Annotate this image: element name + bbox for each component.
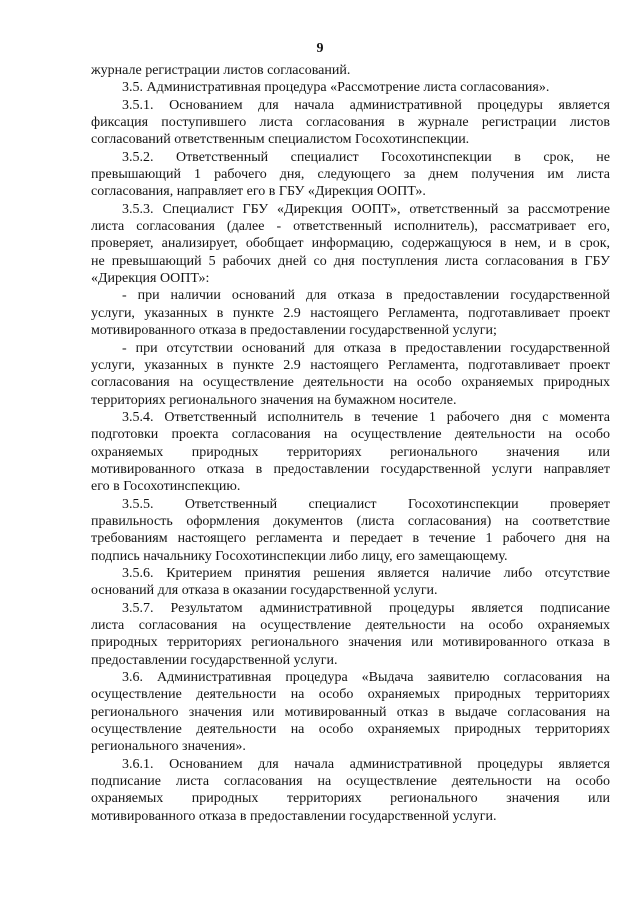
section-heading-3-5 (91, 79, 610, 96)
text-line: не превышающий 5 рабочих дней со дня поступления листа согласования в ГБУ (91, 253, 610, 269)
text-line: 3.6.1. Основанием для начала административной процедуры является (122, 756, 610, 772)
text-line: требованиям настоящего регламента и передает в течение 1 рабочего дня на (91, 531, 610, 547)
page-number: 9 (316, 41, 324, 56)
text-line: предоставлении государственной услуги. (91, 652, 338, 668)
text-line: журнале регистрации листов согласований. (91, 63, 351, 78)
text-line: проверяет, анализирует, обобщает информацию, содержащуюся в нем, и в срок, (91, 236, 610, 252)
text-line: мотивированного отказа в предоставлении государственной услуги. (91, 808, 497, 824)
text-line: природных территориях регионального значения или мотивированного отказа в (91, 635, 610, 651)
text-line: 3.5.2. Ответственный специалист Госохотинспекции в срок, не (122, 149, 610, 165)
text-line: подписание листа согласования на осуществление деятельности на особо (91, 774, 610, 790)
text-line: 3.5.3. Специалист ГБУ «Дирекция ООПТ», ответственный за рассмотрение (122, 201, 610, 217)
text-line: его в Госохотинспекцию. (91, 479, 241, 495)
text-line: охраняемых природных территориях регионального значения или (91, 444, 610, 460)
text-line: согласования, направляет его в ГБУ «Дирекция ООПТ». (91, 184, 426, 200)
document-body (91, 62, 610, 825)
paragraph-3-5-5 (91, 496, 610, 565)
text-line: 3.5.1. Основанием для начала административной процедуры является (122, 97, 610, 113)
paragraph-3-5-4 (91, 409, 610, 496)
text-line: - при наличии оснований для отказа в предоставлении государственной (122, 288, 610, 304)
text-line: согласований ответственным специалистом Госохотинспекции. (91, 132, 470, 148)
text-line: подготовки проекта согласования на осуществление деятельности на особо (91, 427, 610, 443)
text-line: подпись начальнику Госохотинспекции либо лицу, его замещающему. (91, 548, 508, 564)
text-line: согласования на осуществление деятельности на особо охраняемых природных (91, 375, 610, 391)
text-line: услуги, указанных в пункте 2.9 настоящего Регламента, подготавливает проект (91, 305, 610, 321)
paragraph-3-5-2 (91, 149, 610, 201)
text-line: мотивированного отказа в предоставлении государственной услуги направляет (91, 461, 610, 477)
text-line: правильность оформления документов (листа согласования) на соответствие (91, 513, 610, 529)
paragraph-3-6-1 (91, 756, 610, 825)
text-line: «Дирекция ООПТ»: (91, 271, 210, 287)
text-line: 3.6. Административная процедура «Выдача заявителю согласования на (122, 670, 610, 686)
text-line: 3.5.7. Результатом административной процедуры является подписание (122, 600, 610, 616)
text-line: регионального значения или мотивированный отказ в выдаче согласования на (91, 704, 610, 720)
text-line: листа согласования на осуществление деятельности на особо охраняемых (91, 618, 610, 633)
text-line: фиксация поступившего листа согласования в журнале регистрации листов (91, 115, 610, 131)
text-line: мотивированного отказа в предоставлении государственной услуги; (91, 323, 497, 339)
text-line: оснований для отказа в оказании государственной услуги. (91, 583, 438, 599)
paragraph-3-5-1 (91, 97, 610, 149)
text-line: услуги, указанных в пункте 2.9 настоящего Регламента, подготавливает проект (91, 357, 610, 373)
section-heading-3-6 (91, 669, 610, 756)
paragraph-continuation (91, 62, 610, 79)
text-line: 3.5.4. Ответственный исполнитель в течение 1 рабочего дня с момента (122, 409, 610, 425)
text-line: - при отсутствии оснований для отказа в предоставлении государственной (122, 340, 610, 356)
text-line: 3.5.6. Критерием принятия решения является наличие либо отсутствие (122, 565, 610, 581)
text-line: 3.5. Административная процедура «Рассмотрение листа согласования». (122, 80, 550, 96)
list-item-refusal (91, 287, 610, 339)
text-line: превышающий 1 рабочего дня, следующего за днем получения им листа (91, 167, 610, 183)
text-line: осуществление деятельности на особо охраняемых природных территориях (91, 722, 610, 738)
text-line: регионального значения». (91, 739, 246, 755)
text-line: 3.5.5. Ответственный специалист Госохотинспекции проверяет (122, 496, 610, 512)
paragraph-3-5-6 (91, 565, 610, 600)
paragraph-3-5-7 (91, 600, 610, 669)
text-line: листа согласования (далее - ответственный исполнитель), рассматривает его, (91, 219, 610, 235)
list-item-approval (91, 340, 610, 409)
text-line: охраняемых природных территориях регионального значения или (91, 791, 610, 807)
text-line: осуществление деятельности на особо охраняемых природных территориях (91, 687, 610, 703)
paragraph-3-5-3 (91, 201, 610, 288)
text-line: территориях регионального значения на бумажном носителе. (91, 392, 457, 408)
